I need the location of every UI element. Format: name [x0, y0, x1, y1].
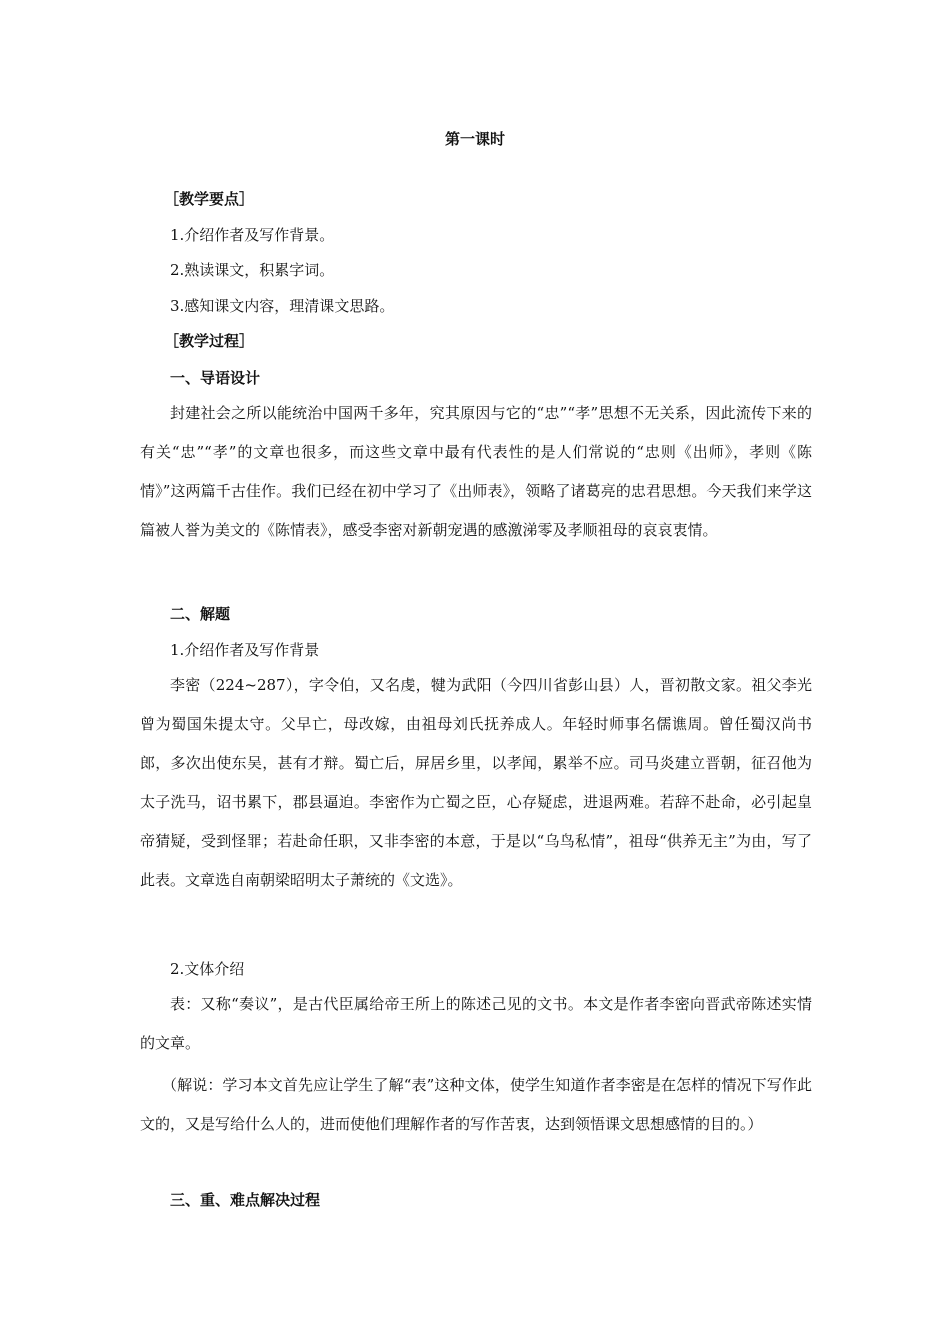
section-heading-title-explanation: 二、解题 — [170, 605, 231, 623]
subsection-heading-author: 1.介绍作者及写作背景 — [170, 641, 320, 659]
teaching-points-heading: ［教学要点］ — [164, 190, 255, 208]
teaching-point-item: 2.熟读课文，积累字词。 — [170, 261, 335, 279]
subsection-heading-genre: 2.文体介绍 — [170, 960, 245, 978]
teaching-point-item: 3.感知课文内容，理清课文思路。 — [170, 297, 395, 315]
note-paragraph: （解说：学习本文首先应让学生了解“表”这种文体，使学生知道作者李密是在怎样的情况下写作此文的，又是写给什么人的，进而使他们理解作者的写作苦衷，达到领悟课文思想感情的目的。） — [140, 1076, 812, 1133]
intro-paragraph: 封建社会之所以能统治中国两千多年，究其原因与它的“忠”“孝”思想不无关系，因此流传下来的有关“忠”“孝”的文章也很多，而这些文章中最有代表性的是人们常说的“忠则《出师》，孝则《陈情》”这两篇千古佳作。我们已经在初中学习了《出师表》，领略了诸葛亮的忠君思想。今天我们来学这篇被人誉为美文的《陈情表》，感受李密对新朝宠遇的感激涕零及孝顺祖母的哀哀衷情。 — [140, 404, 812, 539]
teaching-point-item: 1.介绍作者及写作背景。 — [170, 226, 335, 244]
teaching-process-heading: ［教学过程］ — [164, 332, 255, 350]
genre-paragraph: 表：又称“奏议”，是古代臣属给帝王所上的陈述己见的文书。本文是作者李密向晋武帝陈述实情的文章。 — [140, 995, 812, 1052]
section-heading-key-points: 三、重、难点解决过程 — [170, 1191, 321, 1209]
page-title: 第一课时 — [444, 130, 505, 148]
author-paragraph: 李密（224~287），字令伯，又名虔，犍为武阳（今四川省彭山县）人，晋初散文家。祖父李光曾为蜀国朱提太守。父早亡，母改嫁，由祖母刘氏抚养成人。年轻时师事名儒谯周。曾任蜀汉尚书郎，多次出使东吴，甚有才辩。蜀亡后，屏居乡里，以孝闻，累举不应。司马炎建立晋朝，征召他为太子洗马，诏书累下，郡县逼迫。李密作为亡蜀之臣，心存疑虑，进退两难。若辞不赴命，必引起皇帝猜疑，受到怪罪；若赴命任职，又非李密的本意，于是以“乌鸟私情”，祖母“供养无主”为由，写了此表。文章选自南朝梁昭明太子萧统的《文选》。 — [140, 676, 812, 889]
section-heading-intro: 一、导语设计 — [170, 369, 261, 387]
